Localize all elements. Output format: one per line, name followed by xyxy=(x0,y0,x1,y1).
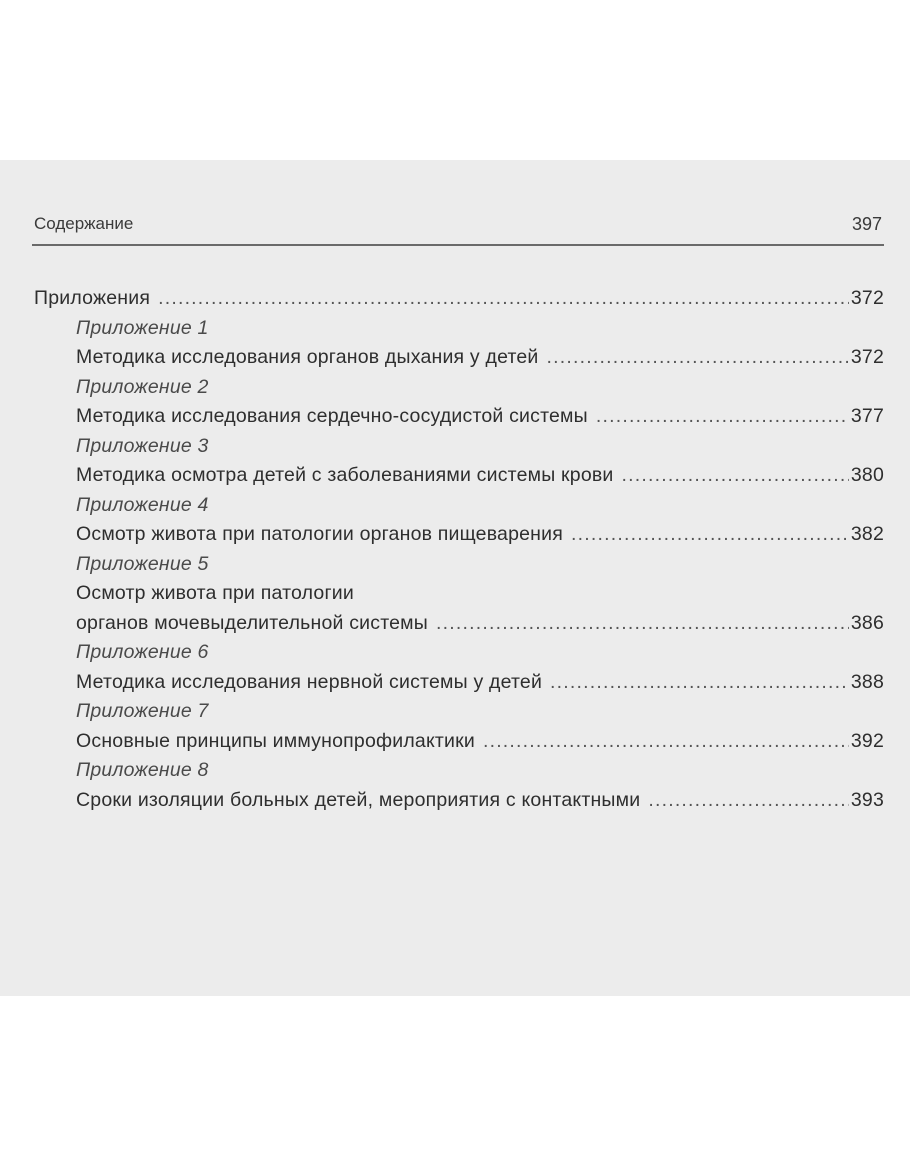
toc-entry-page: 392 xyxy=(850,729,884,752)
toc-section-title: Приложения xyxy=(34,287,151,309)
toc-entry-page: 386 xyxy=(850,611,884,634)
toc-entry-page: 388 xyxy=(850,670,884,693)
appendix-label: Приложение 2 xyxy=(76,375,209,398)
toc-entry[interactable] xyxy=(34,727,884,757)
appendix-label: Приложение 6 xyxy=(76,641,209,663)
toc-entry-page: 372 xyxy=(850,346,884,368)
toc-entry-page: 393 xyxy=(850,788,884,811)
appendix-label: Приложение 4 xyxy=(76,493,209,516)
toc-section-entry[interactable] xyxy=(34,284,884,314)
toc-entry[interactable] xyxy=(34,786,884,816)
toc-entry-title: Методика исследования нервной системы у детей xyxy=(76,670,543,693)
appendix-label: Приложение 3 xyxy=(76,434,209,457)
toc-entry-title-line2: органов мочевыделительной системы xyxy=(76,611,429,634)
toc-entry[interactable] xyxy=(34,343,884,373)
toc-entry-page: 382 xyxy=(850,523,884,545)
toc-entry-title: Методика осмотра детей с заболеваниями системы крови xyxy=(76,464,614,486)
toc-entry[interactable] xyxy=(34,461,884,491)
toc-entry-title-line1: Осмотр живота при патологии xyxy=(76,582,354,604)
toc-section-page: 372 xyxy=(850,287,884,309)
dot-leader xyxy=(648,786,849,816)
toc-entry-page: 380 xyxy=(850,464,884,486)
toc-entry-title: Основные принципы иммунопрофилактики xyxy=(76,729,475,752)
dot-leader xyxy=(483,727,849,757)
dot-leader xyxy=(547,343,849,373)
book-page xyxy=(0,160,910,996)
header-rule xyxy=(32,244,884,246)
dot-leader xyxy=(571,520,849,550)
dot-leader xyxy=(550,668,849,698)
dot-leader xyxy=(436,609,849,639)
toc-entry-title: Методика исследования сердечно-сосудистой системы xyxy=(76,405,588,427)
dot-leader xyxy=(622,461,849,491)
appendix-label: Приложение 7 xyxy=(76,700,209,722)
toc-entry-title: Сроки изоляции больных детей, мероприятия с контактными xyxy=(76,788,641,811)
appendix-label: Приложение 8 xyxy=(76,759,209,781)
toc-entry-continued[interactable] xyxy=(34,579,884,609)
table-of-contents xyxy=(34,284,884,815)
page-number: 397 xyxy=(851,214,882,234)
toc-entry[interactable] xyxy=(34,668,884,698)
dot-leader xyxy=(596,402,849,432)
toc-entry-title: Осмотр живота при патологии органов пищеварения xyxy=(76,523,564,545)
toc-entry[interactable] xyxy=(34,609,884,639)
toc-entry[interactable] xyxy=(34,520,884,550)
running-head-title: Содержание xyxy=(34,214,134,233)
appendix-label: Приложение 5 xyxy=(76,552,209,575)
toc-entry-page: 377 xyxy=(850,405,884,427)
dot-leader xyxy=(158,284,849,314)
toc-entry[interactable] xyxy=(34,402,884,432)
running-head xyxy=(34,214,882,244)
toc-entry-title: Методика исследования органов дыхания у детей xyxy=(76,346,539,368)
appendix-label: Приложение 1 xyxy=(76,316,209,339)
